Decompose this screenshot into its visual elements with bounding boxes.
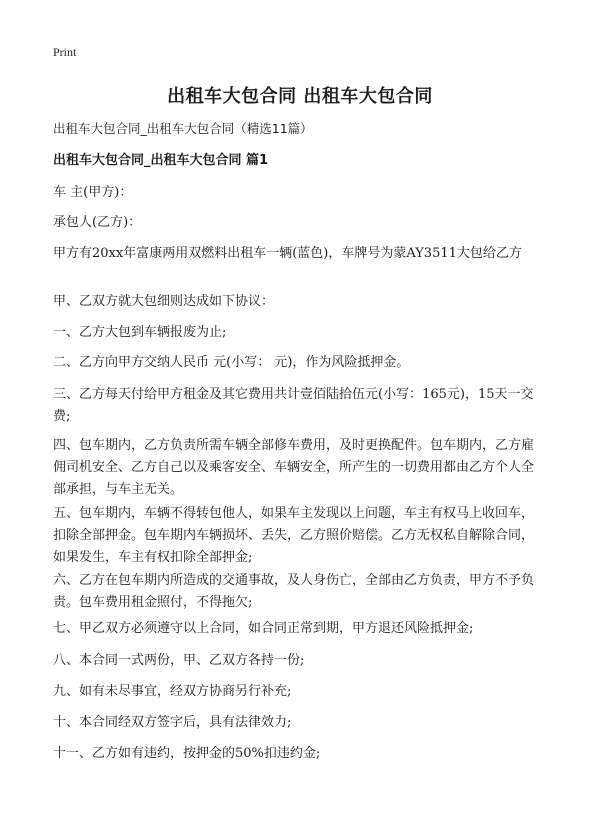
clause-2: 二、乙方向甲方交纳人民币 元(小写： 元)，作为风险抵押金。 [53,355,410,370]
clause-4: 四、包车期内，乙方负责所需车辆全部修车费用，及时更换配件。包车期内，乙方雇佣司机安全、乙方自己以及乘客安全、车辆安全，所产生的一切费用都由乙方个人全部承担，与车主无关。 [53,438,535,497]
clause-7: 七、甲乙双方必须遵守以上合同，如合同正常到期，甲方退还风险抵押金; [53,621,474,636]
section-heading: 出租车大包合同_出租车大包合同 篇1 [53,153,269,168]
clause-5: 五、包车期内，车辆不得转包他人，如果车主发现以上问题，车主有权马上收回车，扣除全部押金。包车期内车辆损坏、丢失，乙方照价赔偿。乙方无权私自解除合同，如果发生，车主有权扣除全部押金; [53,506,535,565]
print-link[interactable]: Print [53,45,77,59]
clause-3: 三、乙方每天付给甲方租金及其它费用共计壹佰陆拾伍元(小写：165元)，15天一交费; [53,387,534,424]
clause-6: 六、乙方在包车期内所造成的交通事故，及人身伤亡，全部由乙方负责，甲方不予负责。包车费用租金照付，不得拖欠; [53,573,535,610]
clause-10: 十、本合同经双方签字后，具有法律效力; [53,715,292,730]
agreement-intro: 甲、乙双方就大包细则达成如下协议： [53,294,275,309]
document-subtitle: 出租车大包合同_出租车大包合同（精选11篇） [53,121,313,136]
intro-paragraph: 甲方有20xx年富康两用双燃料出租车一辆(蓝色)，车牌号为蒙AY3511大包给乙方 [53,246,522,261]
party-a-line: 车 主(甲方)： [53,185,133,200]
clause-9: 九、如有未尽事宜，经双方协商另行补充; [53,684,292,699]
clause-11: 十一、乙方如有违约，按押金的50%扣违约金; [53,746,321,761]
clause-1: 一、乙方大包到车辆报废为止; [53,325,227,340]
page-title: 出租车大包合同 出租车大包合同 [167,86,433,107]
party-b-line: 承包人(乙方)： [53,215,142,230]
clause-8: 八、本合同一式两份，甲、乙双方各持一份; [53,653,305,668]
